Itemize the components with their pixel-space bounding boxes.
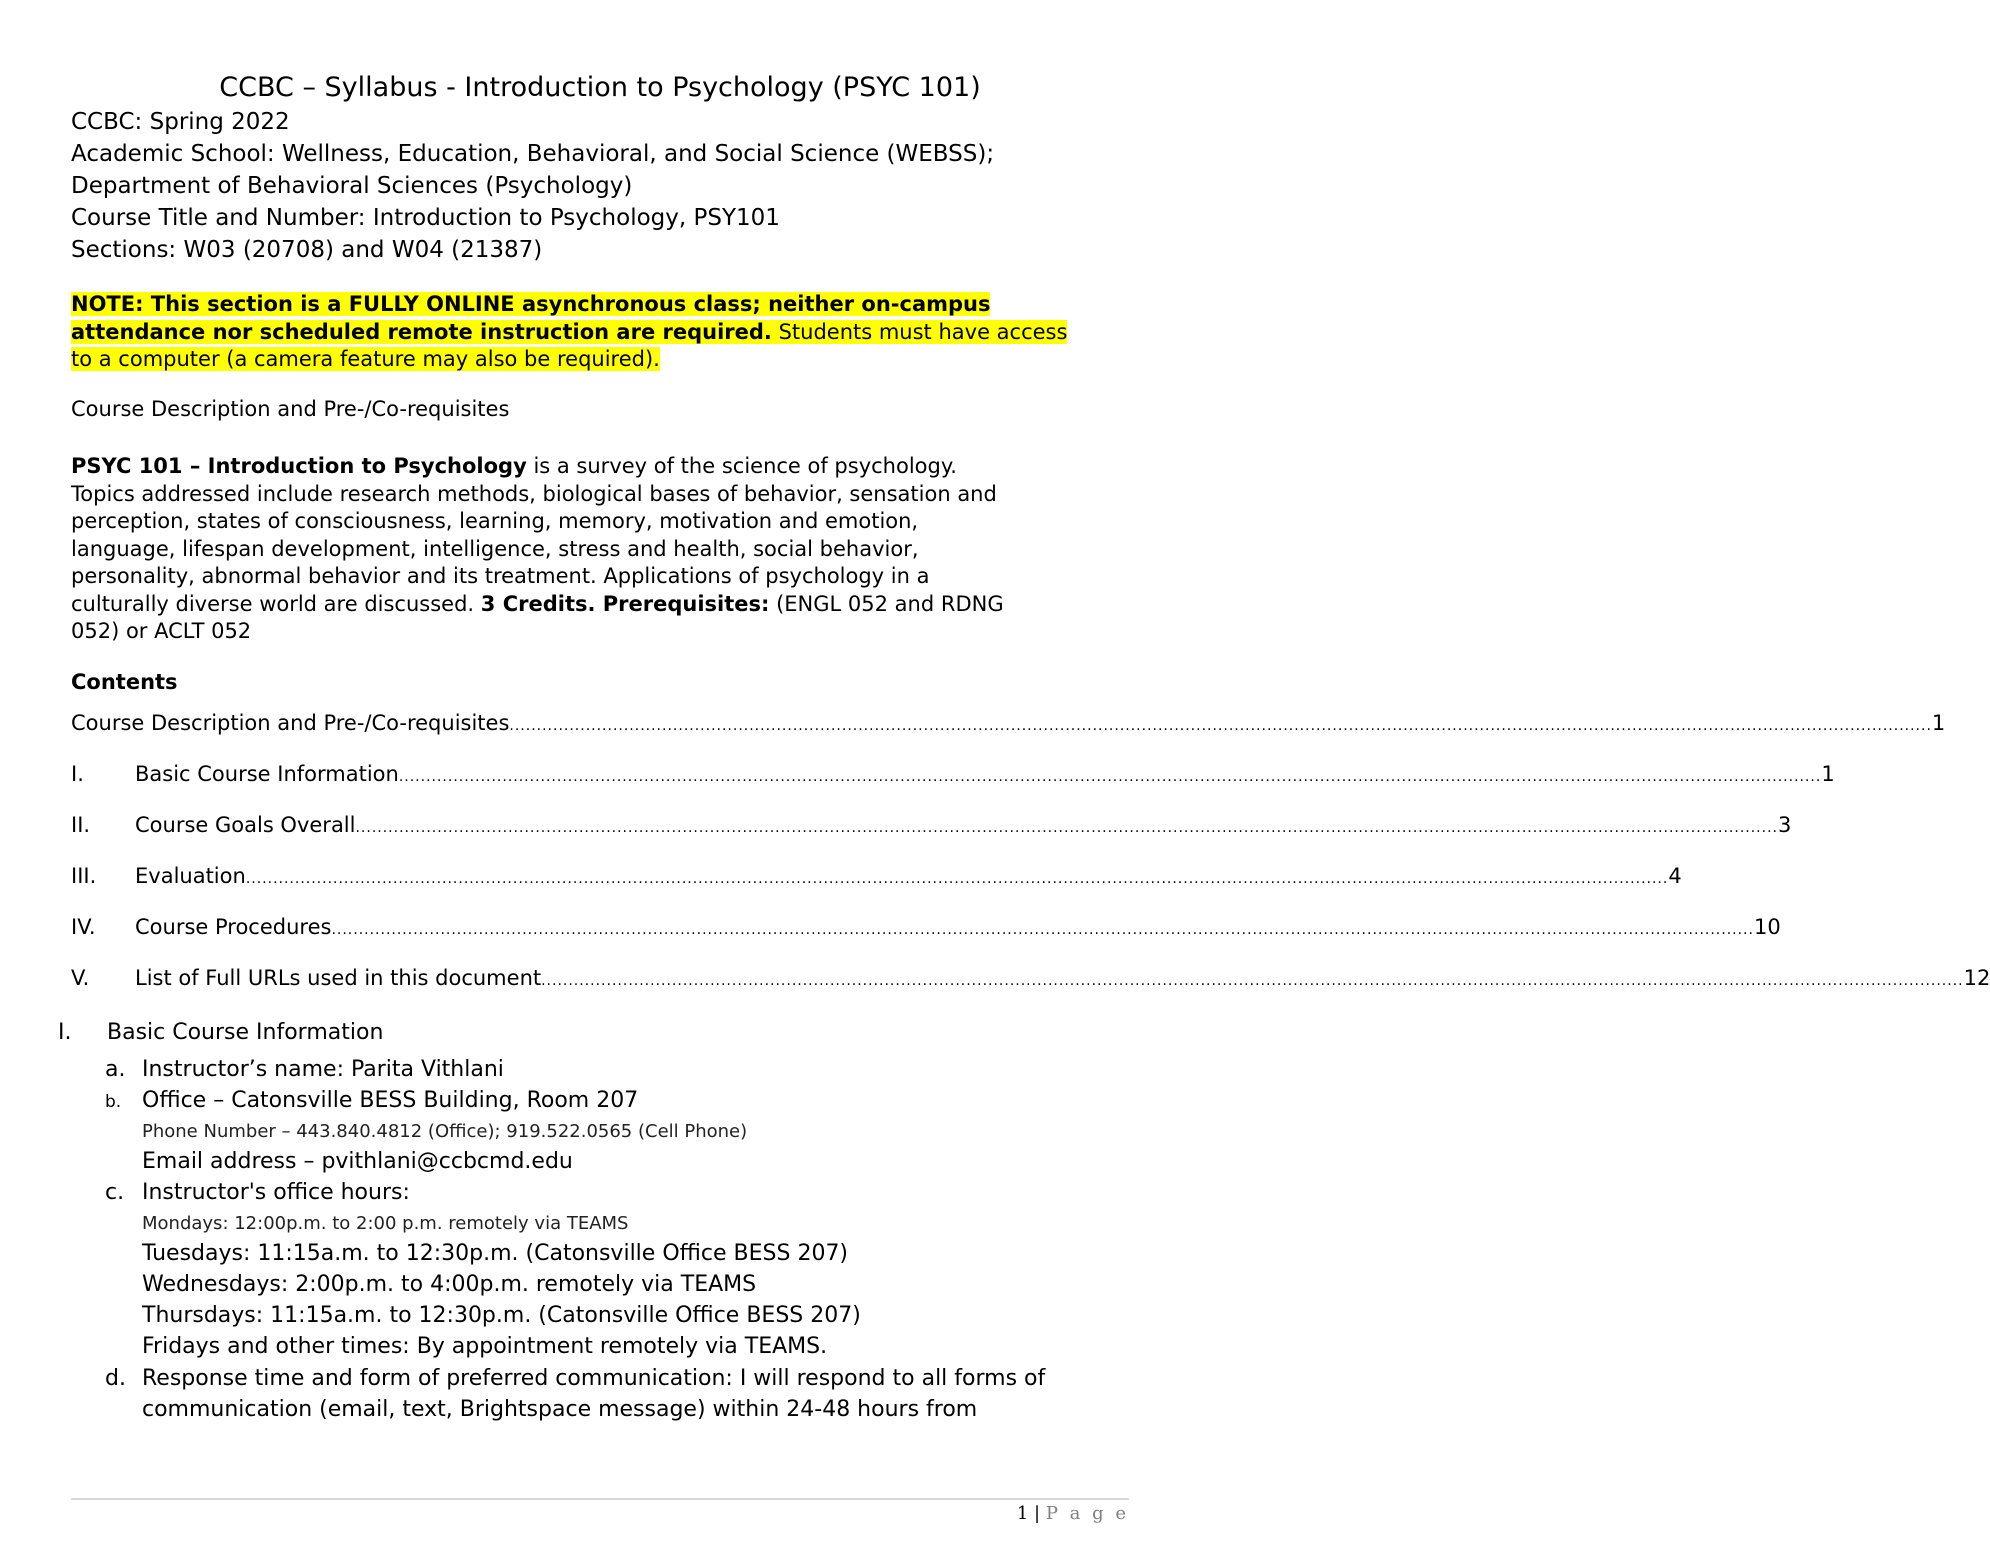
toc-page: 12	[1963, 966, 1990, 990]
toc-label: Basic Course Information	[135, 762, 399, 786]
online-note-line1: NOTE: This section is a FULLY ONLINE asynchronous class; neither on-campus	[71, 292, 991, 316]
semester-line: CCBC: Spring 2022	[71, 109, 290, 135]
office-hours-label: Instructor's office hours:	[142, 1180, 410, 1205]
list-item-response-time	[105, 1366, 1046, 1391]
course-title-line: Course Title and Number: Introduction to Psychology, PSY101	[71, 205, 780, 231]
phone-number: Phone Number – 443.840.4812 (Office); 919.522.0565 (Cell Phone)	[142, 1121, 748, 1142]
toc-page: 4	[1668, 864, 1682, 888]
footer-separator: |	[1034, 1503, 1041, 1524]
toc-leader: .....................................................................................................................................................................................................................................................................	[245, 871, 1669, 887]
description-line7: 052) or ACLT 052	[71, 619, 252, 643]
toc-entry-course-goals[interactable]	[71, 813, 1792, 837]
toc-number: II.	[71, 813, 91, 837]
toc-leader: .....................................................................................................................................................................................................................................................................	[331, 922, 1754, 938]
online-note-line2-bold: attendance nor scheduled remote instruction are required.	[71, 320, 772, 344]
sections-line: Sections: W03 (20708) and W04 (21387)	[71, 237, 543, 263]
office-hours-thursday: Thursdays: 11:15a.m. to 12:30p.m. (Catonsville Office BESS 207)	[142, 1303, 861, 1328]
description-line5: personality, abnormal behavior and its treatment. Applications of psychology in a	[71, 564, 930, 588]
list-item-instructor-name	[105, 1057, 504, 1082]
page-number: 1	[1016, 1503, 1029, 1524]
office-hours-wednesday: Wednesdays: 2:00p.m. to 4:00p.m. remotely via TEAMS	[142, 1272, 757, 1297]
email-address: Email address – pvithlani@ccbcmd.edu	[142, 1149, 573, 1174]
contents-heading-text: Contents	[71, 670, 178, 694]
office-hours-monday: Mondays: 12:00p.m. to 2:00 p.m. remotely via TEAMS	[142, 1213, 629, 1234]
office-hours-friday: Fridays and other times: By appointment remotely via TEAMS.	[142, 1334, 828, 1359]
list-item-office-hours	[105, 1180, 410, 1205]
description-line4: language, lifespan development, intelligence, stress and health, social behavior,	[71, 537, 919, 561]
toc-entry-urls[interactable]	[71, 966, 1990, 990]
online-note-line2	[71, 319, 1067, 345]
toc-leader: .....................................................................................................................................................................................................................................................................	[398, 769, 1822, 785]
description-line3: perception, states of consciousness, learning, memory, motivation and emotion,	[71, 509, 919, 533]
description-line1-rest: is a survey of the science of psychology.	[526, 454, 957, 478]
list-marker: c.	[105, 1180, 125, 1205]
toc-page: 10	[1753, 915, 1781, 939]
toc-label: Course Procedures	[135, 915, 332, 939]
toc-page: 1	[1821, 762, 1835, 786]
list-item-office	[105, 1088, 639, 1113]
page-footer	[1017, 1503, 1129, 1524]
response-time-line1: Response time and form of preferred communication: I will respond to all forms of	[142, 1366, 1046, 1391]
toc-leader: .....................................................................................................................................................................................................................................................................	[509, 718, 1932, 734]
academic-school-line: Academic School: Wellness, Education, Behavioral, and Social Science (WEBSS);	[71, 141, 995, 167]
section-number: I.	[58, 1020, 72, 1045]
list-marker: b.	[105, 1092, 122, 1112]
toc-entry-course-procedures[interactable]	[71, 915, 1781, 939]
toc-number: I.	[71, 762, 84, 786]
toc-number: IV.	[71, 915, 96, 939]
toc-label: Evaluation	[135, 864, 246, 888]
response-time-line2: communication (email, text, Brightspace message) within 24-48 hours from	[142, 1397, 978, 1422]
description-line6-start: culturally diverse world are discussed.	[71, 592, 481, 616]
description-line2: Topics addressed include research methods, biological bases of behavior, sensation and	[71, 482, 997, 506]
list-marker: d.	[105, 1366, 126, 1391]
toc-page: 1	[1931, 711, 1946, 735]
toc-number: III.	[71, 864, 97, 888]
online-note	[71, 291, 990, 317]
course-description-heading: Course Description and Pre-/Co-requisites	[71, 397, 510, 421]
footer-divider	[71, 1498, 1129, 1500]
toc-leader: .....................................................................................................................................................................................................................................................................	[541, 973, 1964, 989]
description-line1	[71, 454, 957, 478]
toc-label: Course Goals Overall	[135, 813, 356, 837]
description-course-name: PSYC 101 – Introduction to Psychology	[71, 454, 527, 478]
toc-page: 3	[1778, 813, 1792, 837]
toc-label: Course Description and Pre-/Co-requisites	[71, 711, 510, 735]
toc-number: V.	[71, 966, 90, 990]
toc-entry-basic-course-information[interactable]	[71, 762, 1835, 786]
list-marker: a.	[105, 1057, 126, 1082]
online-note-line3-text: to a computer (a camera feature may also be required).	[71, 347, 660, 371]
online-note-line2-rest: Students must have access	[771, 320, 1068, 344]
office-hours-tuesday: Tuesdays: 11:15a.m. to 12:30p.m. (Catonsville Office BESS 207)	[142, 1241, 849, 1266]
toc-entry-course-description[interactable]	[71, 711, 1946, 735]
contents-heading	[71, 670, 178, 694]
toc-label: List of Full URLs used in this document	[135, 966, 542, 990]
instructor-name: Instructor’s name: Parita Vithlani	[142, 1057, 504, 1082]
page-word: P a g e	[1045, 1503, 1129, 1524]
online-note-line3	[71, 346, 660, 372]
document-title: CCBC – Syllabus - Introduction to Psychology (PSYC 101)	[219, 72, 981, 103]
toc-entry-evaluation[interactable]	[71, 864, 1682, 888]
section-title: Basic Course Information	[107, 1020, 384, 1045]
department-line: Department of Behavioral Sciences (Psychology)	[71, 173, 633, 199]
description-line6-end: (ENGL 052 and RDNG	[769, 592, 1004, 616]
description-line6	[71, 592, 1004, 616]
description-credits: 3 Credits. Prerequisites:	[480, 592, 770, 616]
toc-leader: .....................................................................................................................................................................................................................................................................	[355, 820, 1778, 836]
office-location: Office – Catonsville BESS Building, Room 207	[142, 1088, 639, 1113]
